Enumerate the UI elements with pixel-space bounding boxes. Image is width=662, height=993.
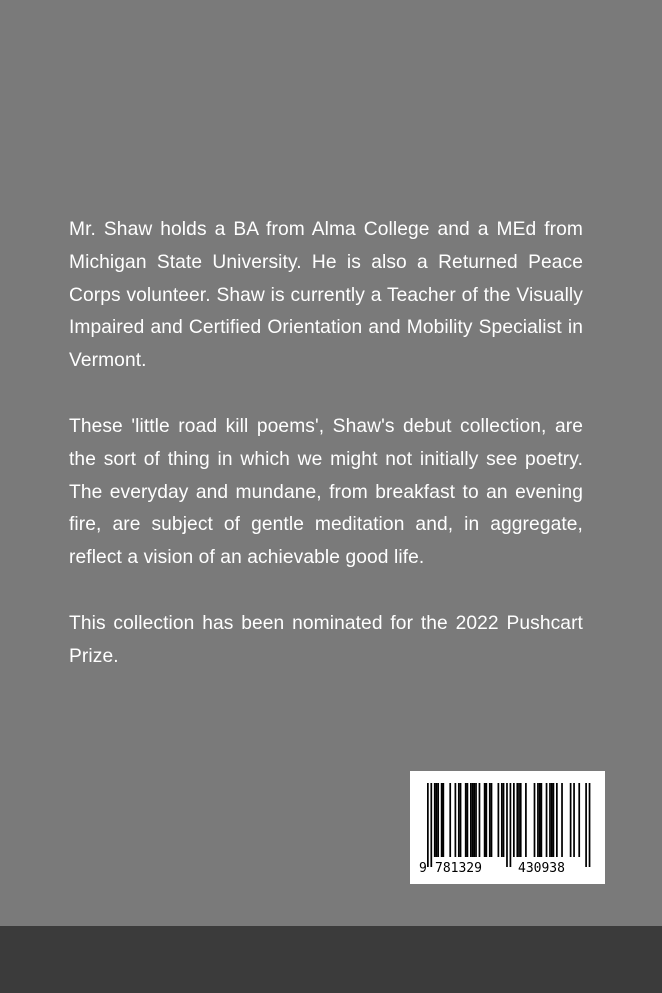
barcode-bar <box>589 783 591 867</box>
collection-description-paragraph: These 'little road kill poems', Shaw's debut collection, are the sort of thing in which we might not initially see poetry. The everyday and mundane, from breakfast to an evening fire, are subject of gentle meditation and, in aggregate, reflect a vision of an achievable good life. <box>69 415 583 569</box>
author-blurb <box>69 214 583 707</box>
barcode-bar <box>537 783 539 857</box>
barcode-bar <box>427 783 429 867</box>
barcode-bar <box>513 783 515 857</box>
barcode-bar <box>472 783 474 857</box>
barcode-bar <box>458 783 460 857</box>
barcode-bar <box>449 783 451 857</box>
footer-band <box>0 926 662 993</box>
barcode-bar <box>436 783 438 857</box>
barcode-bar <box>491 783 493 857</box>
barcode-bar <box>441 783 443 857</box>
barcode-bar <box>551 783 553 857</box>
barcode-bar <box>430 783 432 867</box>
barcode-bar <box>561 783 563 857</box>
barcode-bar <box>539 783 541 857</box>
barcode-bar <box>470 783 472 857</box>
barcode-bar <box>510 783 512 867</box>
barcode-right-digits: 430938 <box>518 861 565 876</box>
barcode-bar <box>553 783 555 857</box>
barcode-bar <box>473 783 475 857</box>
barcode-bar <box>546 783 548 857</box>
barcode-bar <box>455 783 457 857</box>
barcode-bar <box>475 783 477 857</box>
isbn-barcode <box>410 771 605 884</box>
barcode-bar <box>489 783 491 857</box>
barcode-bar <box>516 783 518 857</box>
barcode-bar <box>465 783 467 857</box>
bio-paragraph: Mr. Shaw holds a BA from Alma College and a MEd from Michigan State University. He is also a Returned Peace Corps volunteer. Shaw is currently a Teacher of the Visually Impaired and Certified Orientation and Mobility Specialist in Vermont. <box>69 219 583 372</box>
barcode-bar <box>541 783 543 857</box>
barcode-bar <box>556 783 558 857</box>
barcode-bar <box>437 783 439 857</box>
barcode-bar <box>434 783 436 857</box>
barcode-bar <box>549 783 551 857</box>
barcode-bar <box>525 783 527 857</box>
barcode-bars <box>427 783 590 867</box>
barcode-first-digit: 9 <box>419 861 427 876</box>
barcode-bar <box>479 783 481 857</box>
barcode-bar <box>498 783 500 857</box>
award-nomination-paragraph: This collection has been nominated for the 2022 Pushcart Prize. <box>69 612 583 667</box>
barcode-bar <box>467 783 469 857</box>
barcode-bar <box>585 783 587 867</box>
barcode-bar <box>570 783 572 857</box>
barcode-bar <box>501 783 503 857</box>
barcode-bar <box>503 783 505 857</box>
barcode-bar <box>534 783 536 857</box>
barcode-bar <box>520 783 522 857</box>
barcode-bar <box>506 783 508 867</box>
barcode-left-digits: 781329 <box>435 861 482 876</box>
barcode-bar <box>518 783 520 857</box>
barcode-graphic <box>410 771 605 884</box>
barcode-bar <box>484 783 486 857</box>
barcode-bar <box>442 783 444 857</box>
barcode-bar <box>460 783 462 857</box>
barcode-bar <box>485 783 487 857</box>
barcode-bar <box>573 783 575 857</box>
barcode-bar <box>578 783 580 857</box>
